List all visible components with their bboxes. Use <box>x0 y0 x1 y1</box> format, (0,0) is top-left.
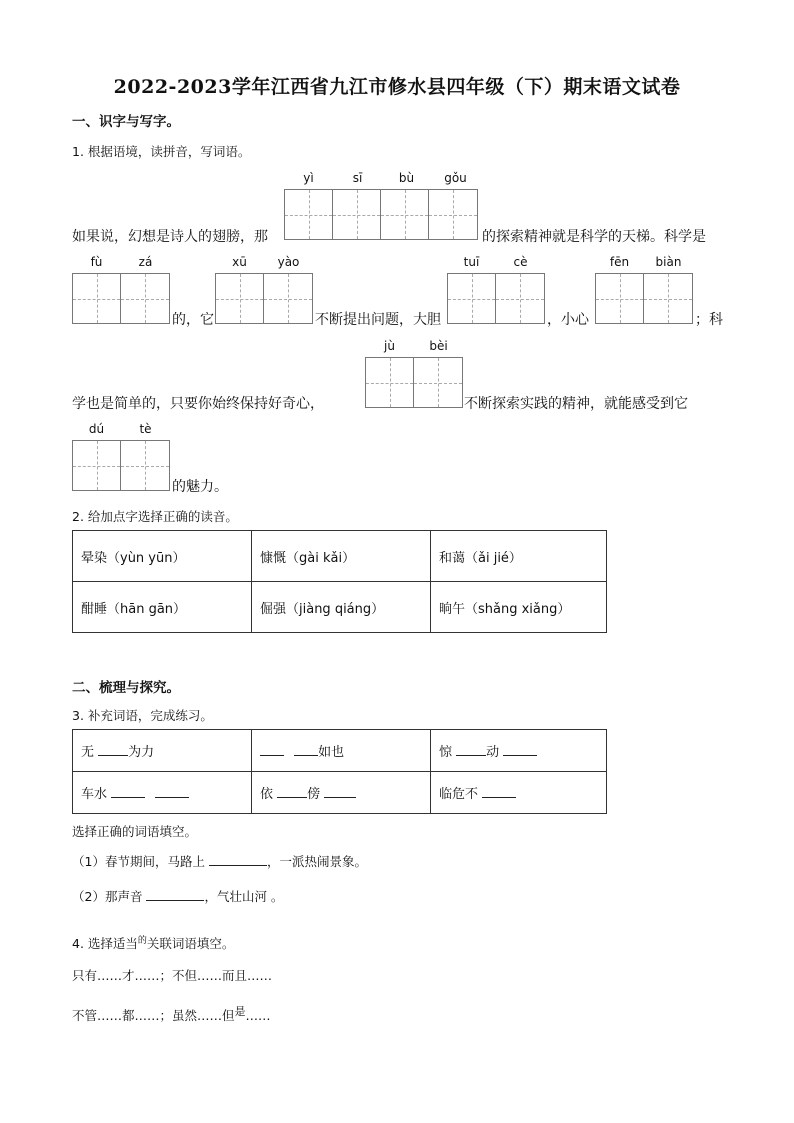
sentence-1 <box>72 852 367 870</box>
grid-cell[interactable] <box>414 358 462 407</box>
section-1-heading: 一、识字与写字。 <box>72 114 180 130</box>
table-cell[interactable]: 酣睡（hān gān） <box>73 582 252 633</box>
table-cell <box>431 730 607 772</box>
passage-line-3-start: 学也是简单的，只要你始终保持好奇心， <box>72 396 324 412</box>
cell-text: 动 <box>486 745 500 760</box>
fill-blank[interactable] <box>155 797 189 798</box>
cell-text: 依 <box>260 787 274 802</box>
table-cell[interactable]: 晕染（yùn yūn） <box>73 531 252 582</box>
prompt-text: 4. 选择适当 <box>72 936 138 952</box>
cell-text: 傍 <box>307 787 321 802</box>
table-cell <box>73 730 252 772</box>
grid-cell[interactable] <box>216 274 264 323</box>
sentence-2 <box>72 887 283 905</box>
pinyin-label: tè <box>139 422 152 436</box>
pinyin-label: fēn <box>609 255 630 269</box>
fill-blank[interactable] <box>98 755 128 756</box>
prompt-text: 关联词语填空。 <box>146 936 235 952</box>
pronunciation-table <box>72 530 607 633</box>
passage-line-4-end: 的魅力。 <box>172 479 228 495</box>
cell-text: 为力 <box>128 745 155 760</box>
grid-cell[interactable] <box>73 274 121 323</box>
cell-text: 车水 <box>81 787 108 802</box>
writing-grid-dute[interactable] <box>72 440 170 491</box>
fill-blank[interactable] <box>146 900 204 901</box>
sentence-text: ，一派热闹景象。 <box>266 854 367 869</box>
grid-cell[interactable] <box>496 274 544 323</box>
fill-blank[interactable] <box>294 755 318 756</box>
writing-grid-xuyao[interactable] <box>215 273 313 324</box>
fill-blank[interactable] <box>277 797 307 798</box>
options-text: …… <box>245 1008 271 1024</box>
grid-cell[interactable] <box>381 190 429 239</box>
sentence-text: ，气壮山河 。 <box>204 889 284 904</box>
cell-text: 无 <box>81 745 95 760</box>
question-1-prompt: 1. 根据语境，读拼音，写词语。 <box>72 144 251 159</box>
passage-line-1-end: 的探索精神就是科学的天梯。科学是 <box>482 229 706 245</box>
pinyin-label: zá <box>138 255 153 269</box>
writing-grid-jubei[interactable] <box>365 357 463 408</box>
pinyin-label: sī <box>352 171 363 185</box>
options-sup: 是 <box>234 1005 246 1018</box>
question-4-prompt <box>72 933 234 952</box>
passage-line-1-start: 如果说，幻想是诗人的翅膀，那 <box>72 229 268 245</box>
table-cell <box>252 730 431 772</box>
table-cell <box>431 772 607 814</box>
pinyin-label: bèi <box>429 339 448 353</box>
pinyin-label: biàn <box>655 255 682 269</box>
grid-cell[interactable] <box>121 441 169 490</box>
prompt-sup: 的 <box>137 936 147 946</box>
pinyin-label: jù <box>384 339 395 353</box>
question-3-prompt: 3. 补充词语，完成练习。 <box>72 708 213 723</box>
pinyin-label: yào <box>277 255 300 269</box>
passage-text: ，小心 <box>547 312 589 328</box>
question-2-prompt: 2. 给加点字选择正确的读音。 <box>72 509 238 524</box>
page-title: 2022-2023学年江西省九江市修水县四年级（下）期末语文试卷 <box>113 76 681 98</box>
grid-cell[interactable] <box>366 358 414 407</box>
writing-grid-fuza[interactable] <box>72 273 170 324</box>
pinyin-label: xū <box>232 255 247 269</box>
table-cell[interactable]: 晌午（shǎng xiǎng） <box>431 582 607 633</box>
cell-text: 如也 <box>318 745 345 760</box>
fill-blank[interactable] <box>111 797 145 798</box>
pinyin-label: fù <box>90 255 103 269</box>
pinyin-label: cè <box>513 255 528 269</box>
grid-cell[interactable] <box>429 190 477 239</box>
conjunction-options-1: 只有……才……；不但……而且…… <box>72 968 273 983</box>
table-cell <box>73 772 252 814</box>
instruction-text: 选择正确的词语填空。 <box>72 824 198 839</box>
conjunction-options-2 <box>72 1003 271 1024</box>
table-cell[interactable]: 和蔼（ǎi jié） <box>431 531 607 582</box>
word-completion-table <box>72 729 607 814</box>
sentence-text: （2）那声音 <box>72 889 143 904</box>
sentence-text: （1）春节期间，马路上 <box>72 854 205 869</box>
fill-blank[interactable] <box>503 755 537 756</box>
pinyin-label: yì <box>303 171 314 185</box>
section-2-heading: 二、梳理与探究。 <box>72 680 180 696</box>
pinyin-label: bù <box>398 171 415 185</box>
fill-blank[interactable] <box>260 755 284 756</box>
passage-text: 不断提出问题，大胆 <box>315 312 441 328</box>
table-cell <box>252 772 431 814</box>
grid-cell[interactable] <box>448 274 496 323</box>
writing-grid-fenbian[interactable] <box>595 273 693 324</box>
pinyin-label: dú <box>88 422 105 436</box>
fill-blank[interactable] <box>456 755 486 756</box>
grid-cell[interactable] <box>121 274 169 323</box>
grid-cell[interactable] <box>285 190 333 239</box>
pinyin-label: tuī <box>463 255 480 269</box>
grid-cell[interactable] <box>73 441 121 490</box>
options-text: 不管……都……；虽然……但 <box>72 1008 235 1024</box>
grid-cell[interactable] <box>596 274 644 323</box>
table-cell[interactable]: 倔强（jiàng qiáng） <box>252 582 431 633</box>
pinyin-label: gǒu <box>444 171 467 185</box>
writing-grid-tuice[interactable] <box>447 273 545 324</box>
table-cell[interactable]: 慷慨（gài kǎi） <box>252 531 431 582</box>
grid-cell[interactable] <box>333 190 381 239</box>
passage-line-3-end: 不断探索实践的精神，就能感受到它 <box>464 396 688 412</box>
passage-text: ；科 <box>695 312 723 328</box>
fill-blank[interactable] <box>482 797 516 798</box>
writing-grid-yisibugou[interactable] <box>284 189 478 240</box>
fill-blank[interactable] <box>324 797 356 798</box>
grid-cell[interactable] <box>644 274 692 323</box>
cell-text: 临危不 <box>439 787 479 802</box>
cell-text: 惊 <box>439 745 453 760</box>
grid-cell[interactable] <box>264 274 312 323</box>
passage-text: 的，它 <box>172 312 214 328</box>
fill-blank[interactable] <box>209 865 267 866</box>
